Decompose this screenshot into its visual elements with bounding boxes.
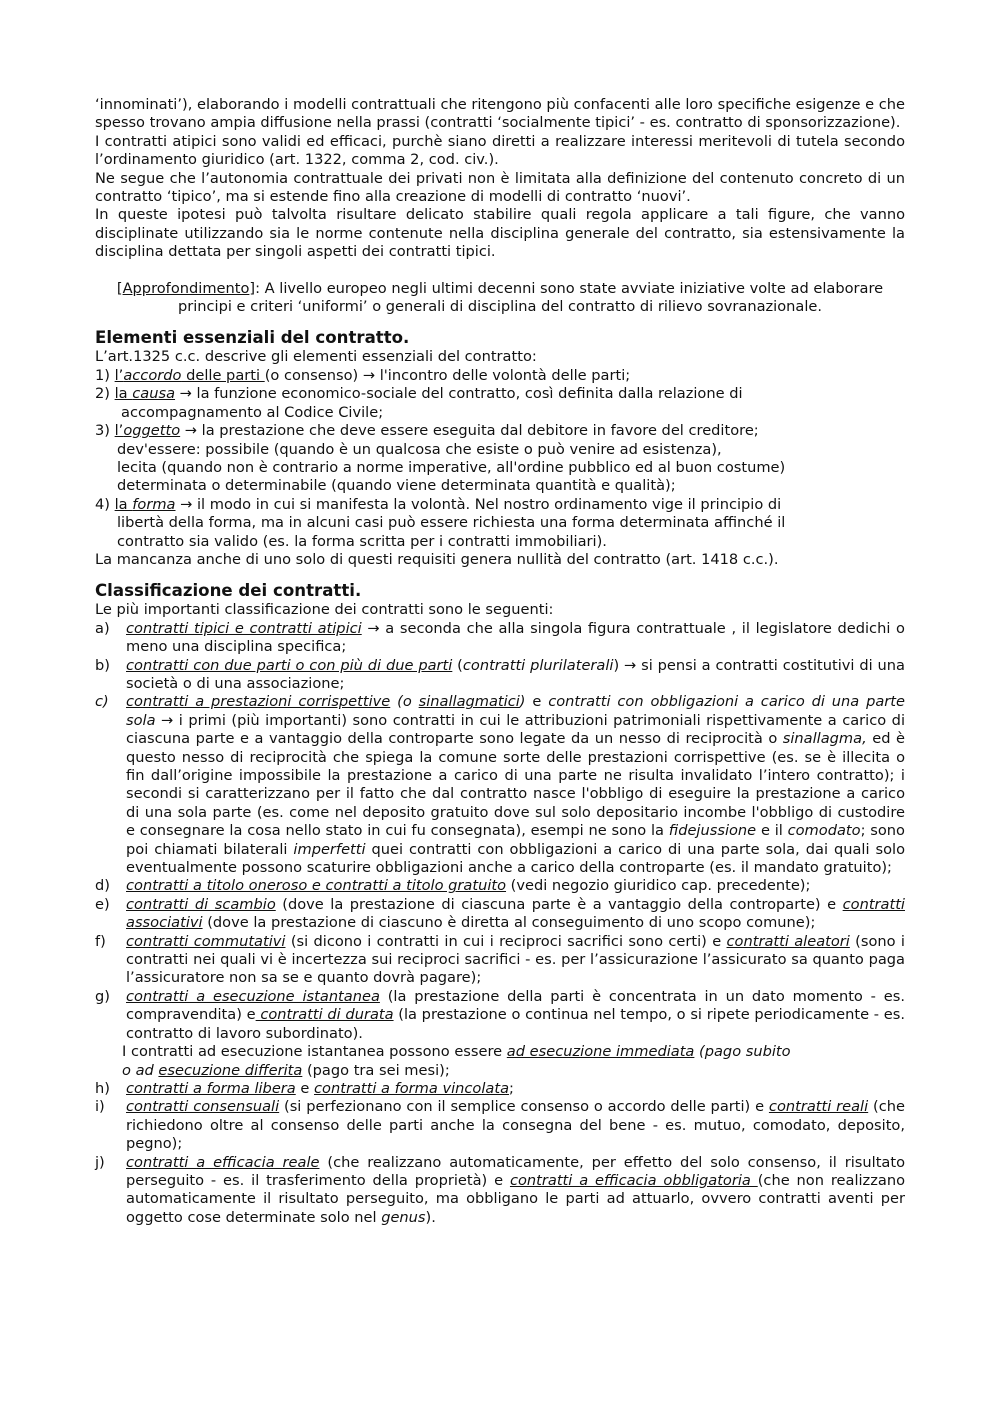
paragraph: ‘innominati’), elaborando i modelli contrattuali che ritengono più confacenti alle loro specifiche esigenze e che spesso trovano ampia diffusione nella prassi (contratti ‘socialmente tipici’ - es. contratto di sponsorizzazione). [95, 96, 905, 132]
list-item: 2) la causa → la funzione economico-sociale del contratto, così definita dalla relazione di [95, 385, 743, 403]
list-item: b) contratti con due parti o con più di due parti (contratti plurilaterali) → si pensi a contratti costitutivi di una società o di una associazione; [95, 656, 905, 692]
list-item-continuation: dev'essere: possibile (quando è un qualcosa che esiste o può venire ad esistenza), [117, 440, 722, 458]
list-item: d) contratti a titolo oneroso e contratti a titolo gratuito (vedi negozio giuridico cap. precedente); [95, 877, 811, 895]
list-item: f) contratti commutativi (si dicono i contratti in cui i reciproci sacrifici sono certi) e contratti aleatori (sono i contratti nei quali vi è incertezza sui reciproci sacrifici - es. per l’assicurazione l’assicurato sa quanto paga l’assicuratore non sa se e quanto dovrà pagare); [95, 932, 905, 987]
paragraph: L’art.1325 c.c. descrive gli elementi essenziali del contratto: [95, 348, 537, 366]
list-item: a) contratti tipici e contratti atipici → a seconda che alla singola figura contrattuale , il legislatore dedichi o meno una disciplina specifica; [95, 619, 905, 656]
list-item: c) contratti a prestazioni corrispettive (o sinallagmatici) e contratti con obbligazioni a carico di una parte sola → i primi (più importanti) sono contratti in cui le attribuzioni patrimoniali rispettivamente a carico di ciascuna parte e a vantaggio della controparte sono legate da un nesso di reciprocità o sinallagma, ed è questo nesso di reciprocità che spiega la comune sorte delle prestazioni corrispettive (es. se è illecita o fin dall’origine impossibile la prestazione a carico di una parte ne risulta invalidato l’intero contratto); i secondi si caratterizzano per il fatto che dal contratto nasce l'obbligo di eseguire la prestazione a carico di una sola parte (es. come nel deposito gratuito dove sul solo depositario incombe l'obbligo di custodire e consegnare la cosa nello stato in cui fu consegnata), esempi ne sono la fidejussione e il comodato; sono poi chiamati bilaterali imperfetti quei contratti con obbligazioni a carico di una parte sola, dai quali solo eventualmente possono scaturire obbligazioni anche a carico della controparte (es. il mandato gratuito); [95, 693, 905, 877]
list-item: i) contratti consensuali (si perfezionano con il semplice consenso o accordo delle parti) e contratti reali (che richiedono oltre al consenso delle parti anche la consegna del bene - es. mutuo, comodato, deposito, pegno); [95, 1098, 905, 1153]
paragraph: Le più importanti classificazione dei contratti sono le seguenti: [95, 601, 554, 619]
list-item: 3) l’oggetto → la prestazione che deve essere eseguita dal debitore in favore del creditore; [95, 422, 759, 440]
list-item: 4) la forma → il modo in cui si manifesta la volontà. Nel nostro ordinamento vige il principio di [95, 495, 782, 513]
paragraph: In queste ipotesi può talvolta risultare delicato stabilire quali regola applicare a tali figure, che vanno disciplinate utilizzando sia le norme contenute nella disciplina generale del contratto, sia estensivamente la disciplina dettata per singoli aspetti dei contratti tipici. [95, 206, 905, 261]
document-page [95, 96, 905, 1227]
list-item: e) contratti di scambio (dove la prestazione di ciascuna parte è a vantaggio della controparte) e contratti associativi (dove la prestazione di ciascuno è diretta al conseguimento di uno scopo comune); [95, 895, 905, 932]
approfondimento-note: [Approfondimento]: A livello europeo negli ultimi decenni sono state avviate iniziative volte ad elaborare [116, 279, 884, 297]
list-item-note: o ad esecuzione differita (pago tra sei mesi); [122, 1061, 450, 1079]
list-item-continuation: libertà della forma, ma in alcuni casi può essere richiesta una forma determinata affinché il [117, 514, 786, 532]
list-item: h) contratti a forma libera e contratti a forma vincolata; [95, 1079, 514, 1097]
list-item: 1) l’accordo delle parti (o consenso) → l'incontro delle volontà delle parti; [95, 366, 631, 384]
list-item: g) contratti a esecuzione istantanea (la prestazione della parti è concentrata in un dato momento - es. compravendita) e contratti di durata (la prestazione o continua nel tempo, o si ripete periodicamente - es. contratto di lavoro subordinato). [95, 987, 905, 1042]
list-item-continuation: lecita (quando non è contrario a norme imperative, all'ordine pubblico ed al buon costume) [117, 458, 786, 476]
paragraph: La mancanza anche di uno solo di questi requisiti genera nullità del contratto (art. 1418 c.c.). [95, 550, 779, 568]
list-item-continuation: determinata o determinabile (quando viene determinata quantità e qualità); [117, 477, 676, 495]
list-item-continuation: accompagnamento al Codice Civile; [121, 403, 384, 421]
paragraph: Ne segue che l’autonomia contrattuale dei privati non è limitata alla definizione del contenuto concreto di un contratto ‘tipico’, ma si estende fino alla creazione di modelli di contratto ‘nuovi’. [95, 169, 905, 206]
list-item-note: I contratti ad esecuzione istantanea possono essere ad esecuzione immediata (pago subito [122, 1043, 791, 1061]
list-item: j) contratti a efficacia reale (che realizzano automaticamente, per effetto del solo consenso, il risultato perseguito - es. il trasferimento della proprietà) e contratti a efficacia obbligatoria (che non realizzano automaticamente il risultato perseguito, ma obbligano le parti ad attuarlo, ovvero contratti aventi per oggetto cose determinate solo nel genus). [95, 1153, 906, 1226]
list-item-continuation: contratto sia valido (es. la forma scritta per i contratti immobiliari). [117, 532, 607, 550]
section-heading-elementi: Elementi essenziali del contratto. [95, 328, 410, 348]
approfondimento-link[interactable]: Approfondimento [122, 279, 250, 297]
paragraph: I contratti atipici sono validi ed efficaci, purchè siano diretti a realizzare interessi meritevoli di tutela secondo l’ordinamento giuridico (art. 1322, comma 2, cod. civ.). [95, 132, 905, 169]
section-heading-classificazione: Classificazione dei contratti. [95, 581, 362, 601]
approfondimento-note-line2: principi e criteri ‘uniformi’ o generali di disciplina del contratto di rilievo sovranazionale. [177, 298, 823, 316]
